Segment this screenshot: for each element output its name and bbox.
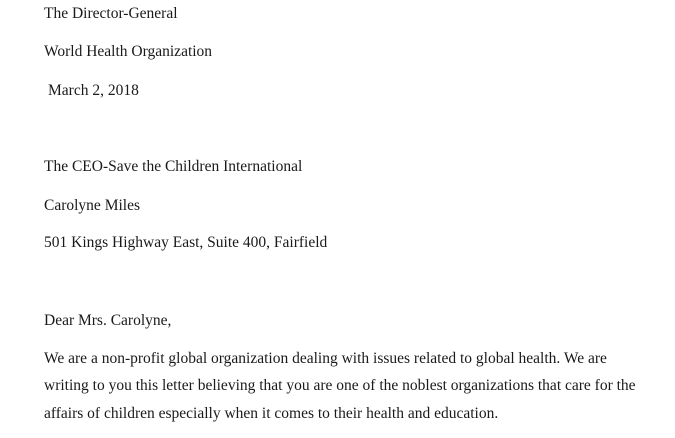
recipient-title: The CEO-Save the Children International <box>44 158 303 175</box>
recipient-name: Carolyne Miles <box>44 197 140 214</box>
letter-date: March 2, 2018 <box>48 82 139 99</box>
body-paragraph-line: affairs of children especially when it comes to their health and education. <box>44 405 499 422</box>
sender-organization: World Health Organization <box>44 43 213 60</box>
body-paragraph-line: We are a non-profit global organization dealing with issues related to global health. We are <box>44 350 607 367</box>
body-paragraph-line: writing to you this letter believing that you are one of the noblest organizations that care for the <box>44 377 636 394</box>
sender-title: The Director-General <box>44 5 178 22</box>
recipient-address: 501 Kings Highway East, Suite 400, Fairfield <box>44 234 328 251</box>
salutation: Dear Mrs. Carolyne, <box>44 312 172 329</box>
